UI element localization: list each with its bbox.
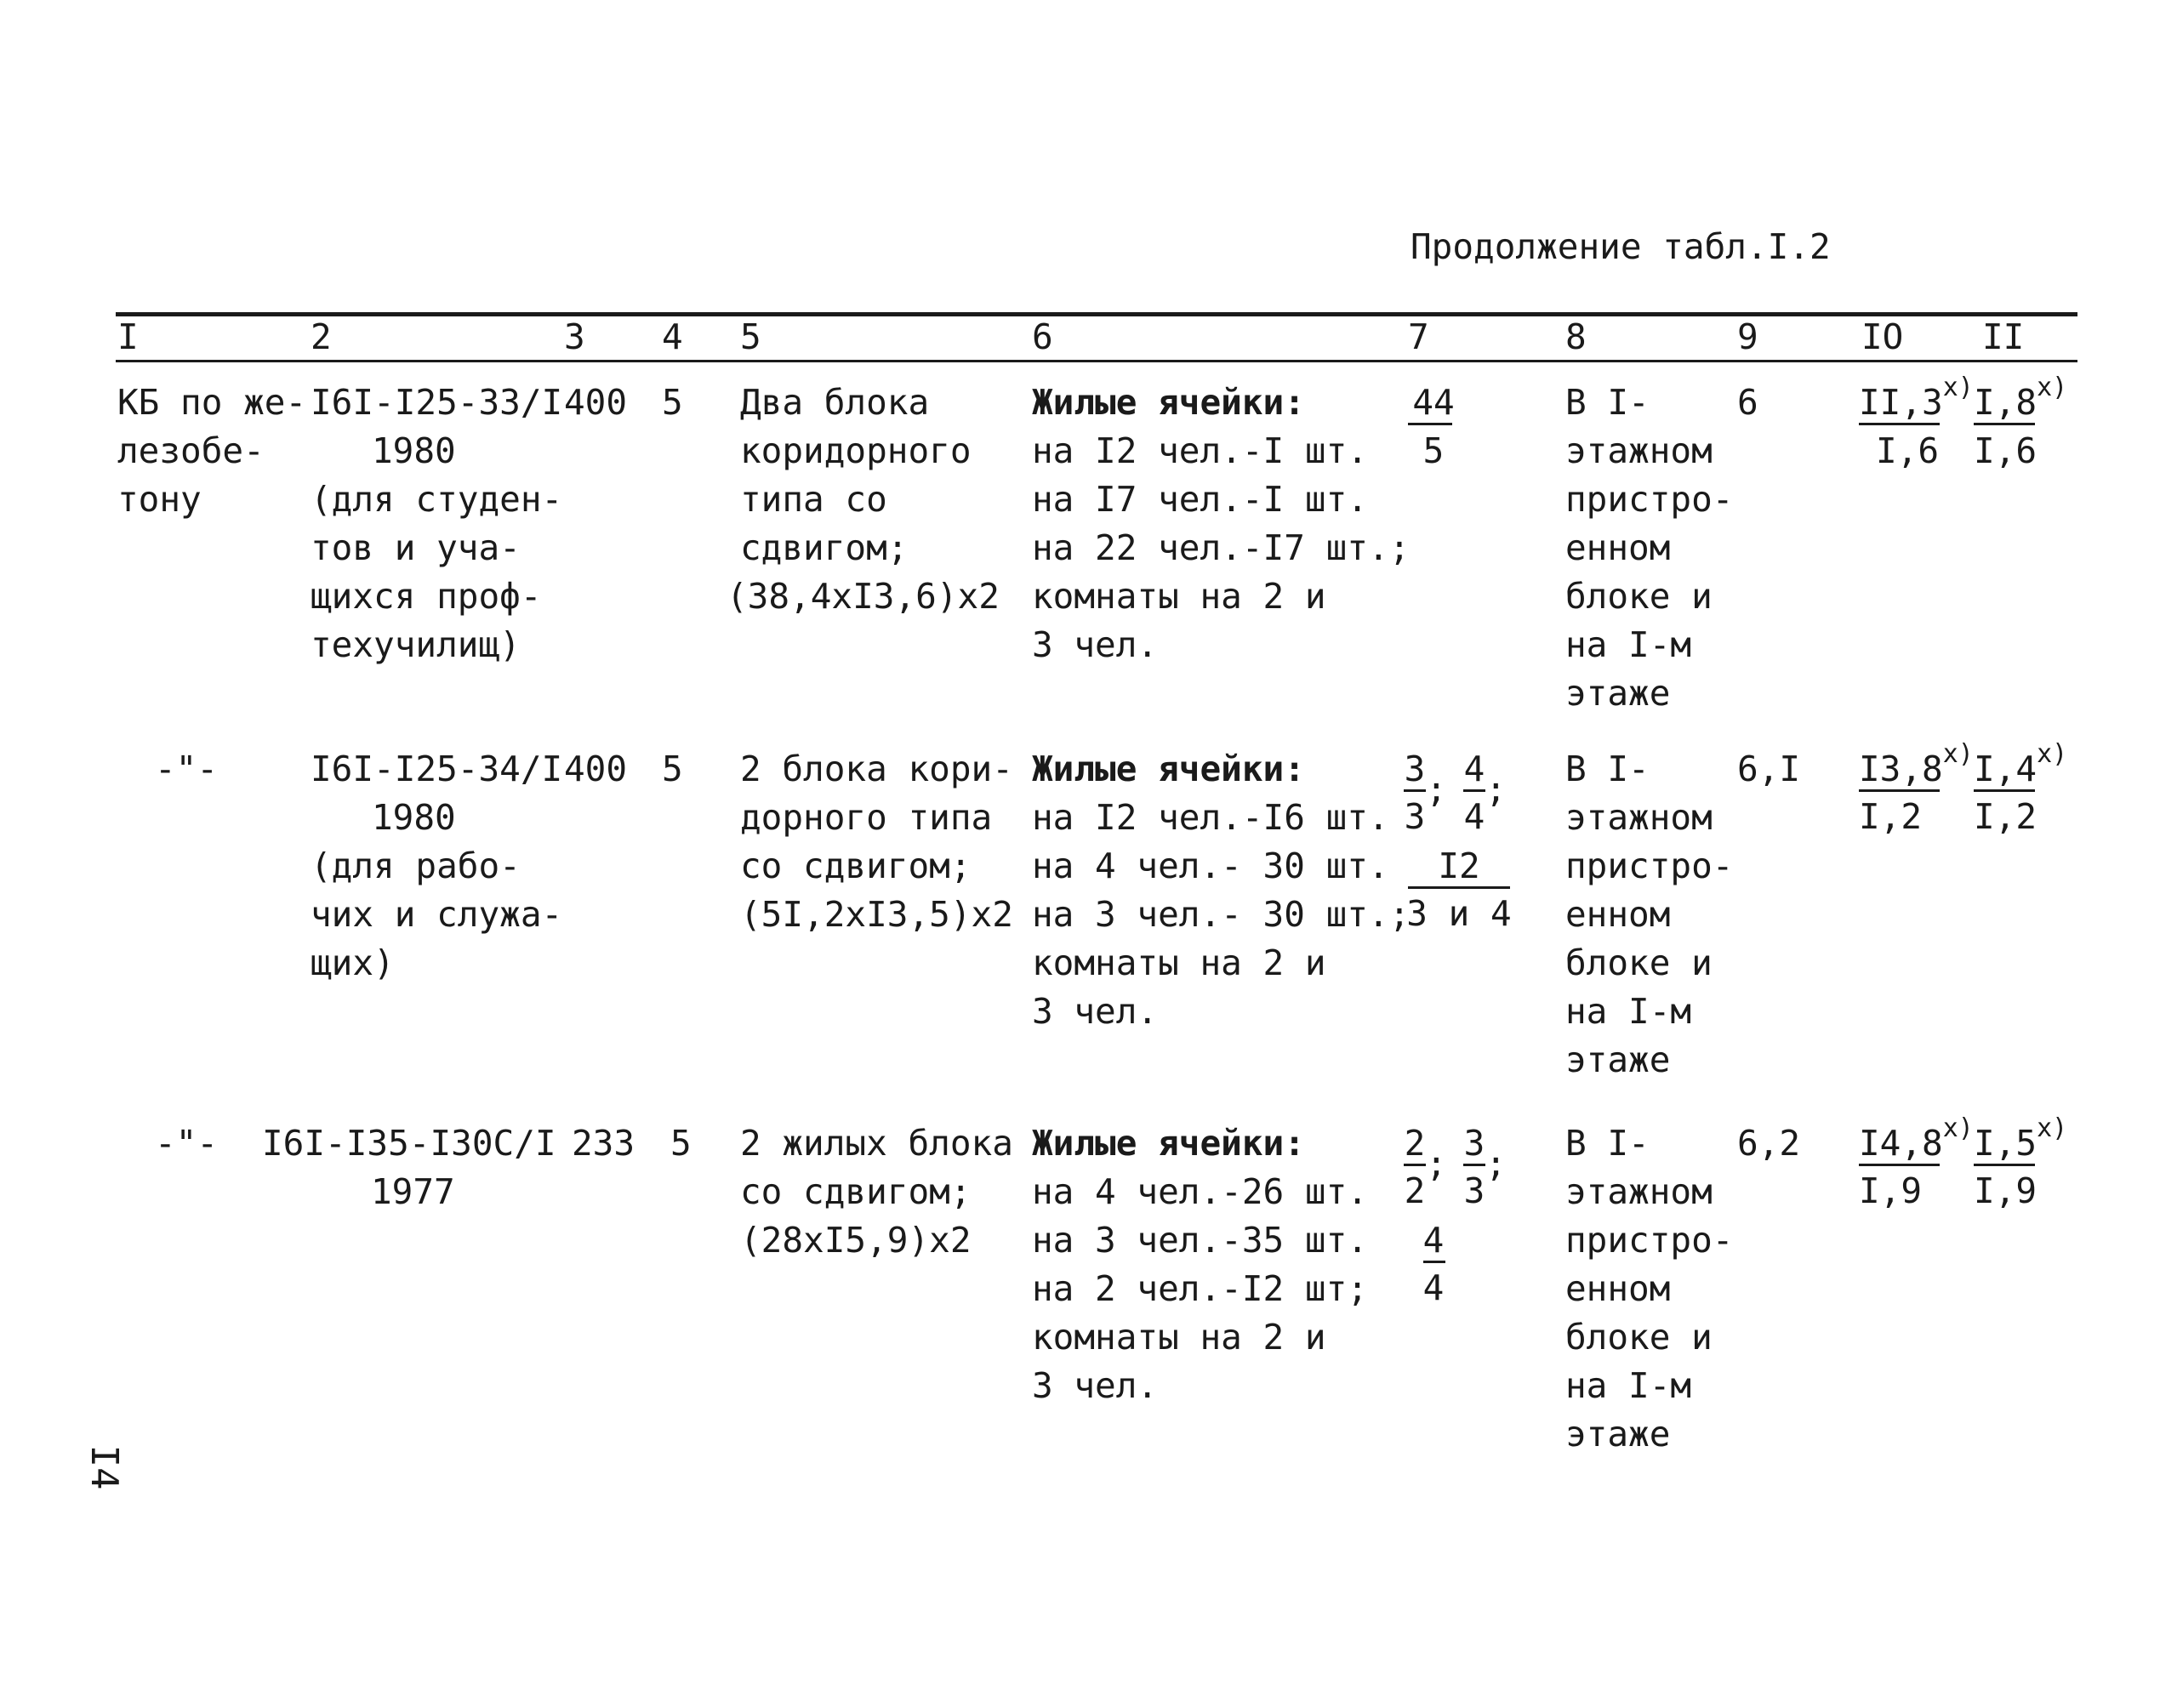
line: комнаты на 2 и (1032, 942, 1326, 983)
col-header-8: 8 (1565, 316, 1587, 357)
table-caption: Продолжение табл.I.2 (1411, 226, 1831, 267)
row2-col1: -"- (155, 749, 219, 789)
row1-col11-numerator (1974, 373, 2068, 427)
line: на I-м (1565, 624, 1692, 665)
row3-col9: 6,2 (1737, 1123, 1801, 1164)
row1-col10-denominator: I,6 (1876, 430, 1940, 471)
col-header-7: 7 (1408, 316, 1429, 357)
footnote-mark: x) (2037, 373, 2068, 402)
row1-col8 (1565, 379, 1733, 718)
line: сдвигом; (740, 527, 909, 568)
row1-col3: 400 (564, 382, 628, 423)
footnote-mark: x) (1942, 739, 1974, 769)
line: В I- (1565, 1123, 1650, 1164)
row2-col4: 5 (662, 749, 683, 789)
line: техучилищ) (311, 624, 521, 665)
fraction-bar (1463, 789, 1485, 792)
line: I6I-I25-33/I (311, 382, 563, 423)
col-header-1: I (117, 316, 139, 357)
row3-col11-denominator: I,9 (1974, 1170, 2037, 1211)
col-header-11: II (1982, 316, 2025, 357)
row1-col11-denominator: I,6 (1974, 430, 2037, 471)
col-header-3: 3 (564, 316, 585, 357)
value: I4,8 (1859, 1123, 1943, 1164)
line: В I- (1565, 749, 1650, 789)
line: этажном (1565, 797, 1713, 838)
row2-col2 (311, 745, 562, 988)
fraction-a-num: 2 (1404, 1123, 1426, 1164)
line: пристро- (1565, 845, 1734, 886)
row3-col10-denominator: I,9 (1859, 1170, 1923, 1211)
line: на 22 чел.-I7 шт.; (1032, 527, 1411, 568)
line: на I7 чел.-I шт. (1032, 479, 1368, 520)
line: комнаты на 2 и (1032, 576, 1326, 617)
fraction-bar (1404, 789, 1426, 792)
line: Жилые ячейки: (1032, 382, 1305, 423)
fraction-b-num: 3 (1463, 1123, 1485, 1164)
line: (для рабо- (311, 845, 521, 886)
line: на 4 чел.-26 шт. (1032, 1171, 1368, 1212)
line: В I- (1565, 382, 1650, 423)
underline (1974, 1164, 2035, 1166)
line: типа со (740, 479, 887, 520)
fraction-bar (1423, 1261, 1445, 1263)
col-header-2: 2 (311, 316, 332, 357)
value: I3,8 (1859, 749, 1943, 789)
page-number: I4 (83, 1444, 126, 1490)
underline (1859, 789, 1940, 792)
fraction-c-den: 3 и 4 (1406, 893, 1512, 934)
row2-col3: 400 (564, 749, 628, 789)
line: блоке и (1565, 1317, 1713, 1358)
line: чих и служа- (311, 894, 563, 935)
line: (для студен- (311, 479, 563, 520)
fraction-b-den: 3 (1463, 1170, 1485, 1211)
row3-col2 (262, 1119, 556, 1216)
row3-col8 (1565, 1119, 1733, 1459)
row2-col5 (740, 745, 1013, 939)
line: 1980 (372, 797, 456, 838)
line: 1980 (372, 430, 456, 471)
row3-col4: 5 (670, 1123, 692, 1164)
line: 3 чел. (1032, 991, 1159, 1032)
line: дорного типа (740, 797, 993, 838)
line: со сдвигом; (740, 1171, 972, 1212)
row2-col9: 6,I (1737, 749, 1801, 789)
line: этаже (1565, 673, 1671, 714)
row2-col10-denominator: I,2 (1859, 796, 1923, 837)
row3-col5 (740, 1119, 1013, 1265)
line: этаже (1565, 1039, 1671, 1080)
col-header-6: 6 (1032, 316, 1053, 357)
line: этаже (1565, 1414, 1671, 1455)
line: на 3 чел.- 30 шт.; (1032, 894, 1411, 935)
separator: ; (1485, 769, 1507, 810)
line: Жилые ячейки: (1032, 749, 1305, 789)
separator: ; (1485, 1143, 1507, 1184)
line: на I-м (1565, 1365, 1692, 1406)
value: II,3 (1859, 382, 1943, 423)
fraction-c-num: 4 (1422, 1220, 1445, 1261)
row3-col3: 233 (572, 1123, 635, 1164)
line: со сдвигом; (740, 845, 972, 886)
line: Жилые ячейки: (1032, 1123, 1305, 1164)
line: 3 чел. (1032, 1365, 1159, 1406)
col-header-4: 4 (662, 316, 683, 357)
footnote-mark: x) (1942, 373, 1974, 402)
value: I,4 (1974, 749, 2037, 789)
line: этажном (1565, 430, 1713, 471)
underline (1859, 1164, 1940, 1166)
line: на 4 чел.- 30 шт. (1032, 845, 1389, 886)
fraction-b-num: 4 (1463, 749, 1485, 789)
row2-col11-numerator (1974, 739, 2068, 794)
value: I,5 (1974, 1123, 2037, 1164)
line: тону (117, 479, 202, 520)
line: блоке и (1565, 942, 1713, 983)
line: лезобе- (117, 430, 265, 471)
line: на I-м (1565, 991, 1692, 1032)
line: блоке и (1565, 576, 1713, 617)
line: комнаты на 2 и (1032, 1317, 1326, 1358)
underline (1859, 423, 1940, 425)
row3-col1: -"- (155, 1123, 219, 1164)
row1-col10-numerator (1859, 373, 1974, 427)
footnote-mark: x) (2037, 1113, 2068, 1143)
line: пристро- (1565, 479, 1734, 520)
line: 2 жилых блока (740, 1123, 1013, 1164)
line: на 2 чел.-I2 шт; (1032, 1268, 1368, 1309)
line: щихся проф- (311, 576, 542, 617)
row2-col6 (1032, 745, 1410, 1036)
line: пристро- (1565, 1220, 1734, 1261)
separator: ; (1426, 1143, 1447, 1184)
line: енном (1565, 1268, 1671, 1309)
line: (28xI5,9)x2 (740, 1220, 972, 1261)
row3-col10-numerator (1859, 1113, 1974, 1168)
col-header-10: IO (1861, 316, 1904, 357)
col-header-5: 5 (740, 316, 761, 357)
fraction-a-num: 3 (1404, 749, 1426, 789)
table-top-rule (116, 312, 2077, 316)
row1-col2 (311, 379, 562, 669)
line: 2 блока кори- (740, 749, 1013, 789)
line: на I2 чел.-I шт. (1032, 430, 1368, 471)
line: I6I-I25-34/I (311, 749, 563, 789)
fraction-a-den: 2 (1404, 1170, 1426, 1211)
line: коридорного (740, 430, 972, 471)
col-header-9: 9 (1737, 316, 1758, 357)
line: на I2 чел.-I6 шт. (1032, 797, 1389, 838)
fraction-c-num: I2 (1438, 845, 1480, 886)
fraction-bar (1404, 1164, 1426, 1166)
line: енном (1565, 527, 1671, 568)
value: I,8 (1974, 382, 2037, 423)
fraction-b-den: 4 (1463, 796, 1485, 837)
row1-col4: 5 (662, 382, 683, 423)
separator: ; (1426, 769, 1447, 810)
row1-col9: 6 (1737, 382, 1758, 423)
row1-col1 (117, 379, 306, 524)
line: 1977 (371, 1171, 455, 1212)
row3-col6 (1032, 1119, 1368, 1410)
fraction-a-den: 3 (1404, 796, 1426, 837)
footnote-mark: x) (2037, 739, 2068, 769)
line: 3 чел. (1032, 624, 1159, 665)
row3-col11-numerator (1974, 1113, 2068, 1168)
line: Два блока (740, 382, 930, 423)
row1-col6 (1032, 379, 1410, 669)
row1-col5 (727, 379, 1000, 621)
fraction-bar (1408, 886, 1510, 889)
line: щих) (311, 942, 395, 983)
line: енном (1565, 894, 1671, 935)
fraction-c-den: 4 (1422, 1267, 1445, 1308)
footnote-mark: x) (1942, 1113, 1974, 1143)
row2-col11-denominator: I,2 (1974, 796, 2037, 837)
fraction-bar (1463, 1164, 1485, 1166)
line: этажном (1565, 1171, 1713, 1212)
row2-col8 (1565, 745, 1733, 1085)
line: (38,4xI3,6)x2 (727, 576, 1000, 617)
fraction-bar (1408, 423, 1452, 425)
row2-col10-numerator (1859, 739, 1974, 794)
row1-col7-numerator: 44 (1412, 382, 1455, 423)
line: КБ по же- (117, 382, 307, 423)
line: (5I,2xI3,5)x2 (740, 894, 1013, 935)
underline (1974, 423, 2035, 425)
row1-col7-denominator: 5 (1422, 430, 1445, 471)
underline (1974, 789, 2035, 792)
header-bottom-rule (116, 360, 2077, 362)
line: на 3 чел.-35 шт. (1032, 1220, 1368, 1261)
line: тов и уча- (311, 527, 521, 568)
line: I6I-I35-I30C/I (262, 1123, 556, 1164)
